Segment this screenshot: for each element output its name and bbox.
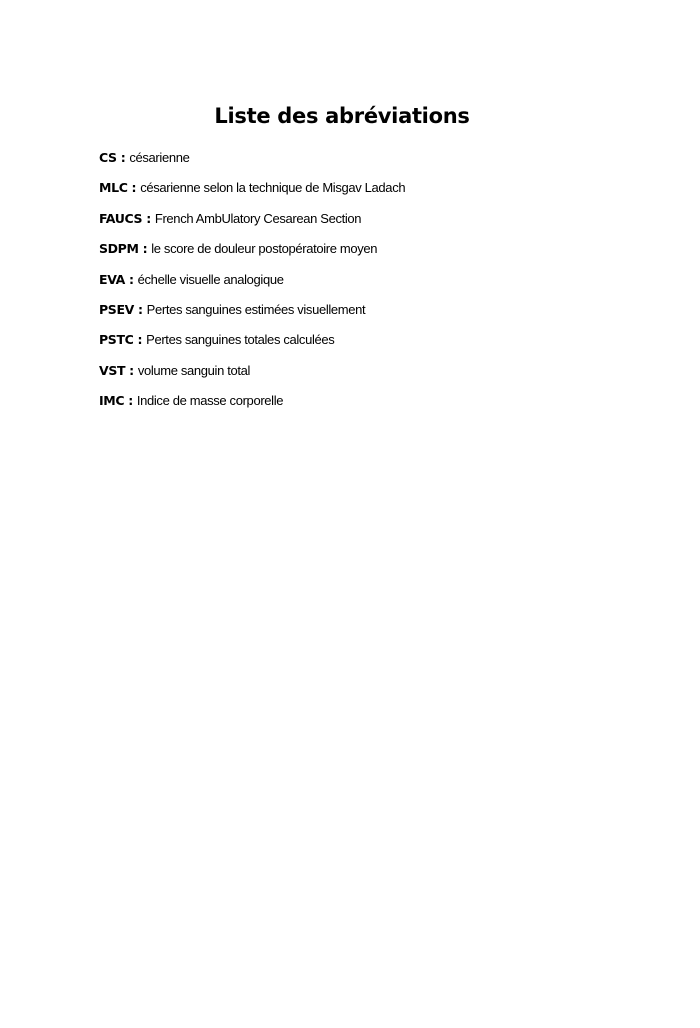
- abbreviation-term: MLC: [99, 180, 128, 196]
- page-title: Liste des abréviations: [214, 104, 470, 128]
- abbreviation-term: IMC: [99, 393, 125, 409]
- abbreviation-separator: :: [133, 301, 147, 317]
- abbreviation-separator: :: [116, 150, 130, 165]
- abbreviation-definition: césarienne: [129, 150, 190, 165]
- abbreviation-term: PSTC: [99, 332, 134, 348]
- abbreviation-list: [99, 148, 659, 422]
- abbreviation-item: [99, 300, 659, 330]
- abbreviation-definition: Pertes sanguines totales calculées: [146, 332, 335, 348]
- abbreviation-term: VST: [99, 362, 126, 378]
- abbreviation-item: [99, 178, 659, 208]
- abbreviation-item: [99, 391, 659, 421]
- abbreviation-separator: :: [138, 241, 152, 257]
- abbreviation-definition: volume sanguin total: [137, 362, 251, 378]
- abbreviation-definition: French AmbUlatory Cesarean Section: [154, 210, 362, 226]
- abbreviation-item: [99, 361, 659, 391]
- abbreviation-term: FAUCS: [99, 210, 143, 226]
- abbreviation-separator: :: [127, 180, 141, 196]
- abbreviation-definition: Indice de masse corporelle: [136, 393, 284, 409]
- abbreviation-item: [99, 239, 659, 269]
- abbreviation-definition: le score de douleur postopératoire moyen: [151, 241, 378, 257]
- abbreviation-term: SDPM: [99, 241, 139, 257]
- abbreviation-term: CS: [99, 150, 117, 165]
- abbreviation-separator: :: [142, 210, 155, 226]
- abbreviation-item: [99, 148, 659, 178]
- abbreviation-definition: Pertes sanguines estimées visuellement: [146, 301, 366, 317]
- abbreviation-term: EVA: [99, 271, 125, 287]
- abbreviation-item: [99, 270, 659, 300]
- abbreviation-separator: :: [125, 271, 138, 287]
- abbreviation-item: [99, 330, 659, 360]
- abbreviation-definition: césarienne selon la technique de Misgav Ladach: [140, 180, 406, 196]
- abbreviation-separator: :: [124, 393, 137, 409]
- abbreviation-separator: :: [133, 332, 147, 348]
- abbreviation-separator: :: [125, 362, 138, 378]
- abbreviation-definition: échelle visuelle analogique: [137, 271, 284, 287]
- abbreviation-item: [99, 209, 659, 239]
- abbreviation-term: PSEV: [99, 301, 134, 317]
